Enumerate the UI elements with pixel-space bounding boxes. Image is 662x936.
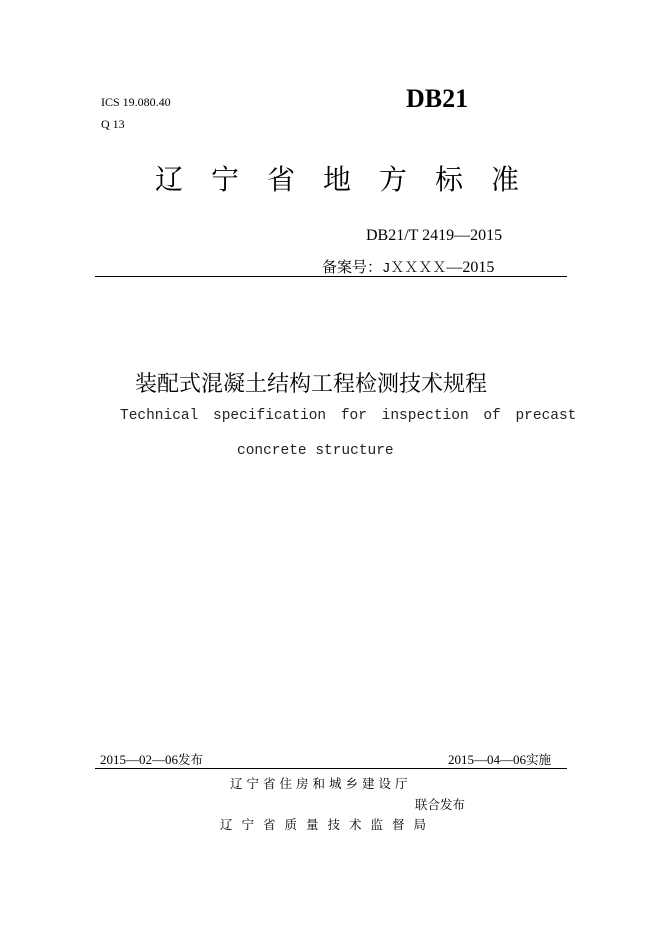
ics-code: ICS 19.080.40 [101,95,171,109]
implement-date [448,750,551,768]
classification-code: Q 13 [101,117,125,131]
document-title-en-line1: Technical specification for inspection of precast [120,408,577,424]
issuing-org-2: 辽宁省质量技术监督局 [220,817,436,832]
db-code: DB21 [406,84,469,113]
record-label: 备案号： [322,258,383,276]
standard-title: 辽宁省地方标准 [155,163,548,196]
document-title-en-line2: concrete structure [237,443,394,459]
implement-date-value: 2015—04—06 [448,752,526,767]
joint-issue-label: 联合发布 [415,797,466,812]
bottom-divider [95,768,567,769]
issue-date [100,750,203,768]
standard-number: DB21/T 2419—2015 [366,227,503,244]
document-title-cn: 装配式混凝土结构工程检测技术规程 [135,372,488,397]
record-code: JＸＸＸＸ [382,261,447,277]
record-number [322,256,494,277]
issuing-org-1: 辽宁省住房和城乡建设厅 [230,776,412,791]
top-divider [95,276,567,277]
record-suffix: —2015 [446,259,495,276]
issue-label: 发布 [178,752,204,767]
implement-label: 实施 [526,752,552,767]
issue-date-value: 2015—02—06 [100,752,178,767]
